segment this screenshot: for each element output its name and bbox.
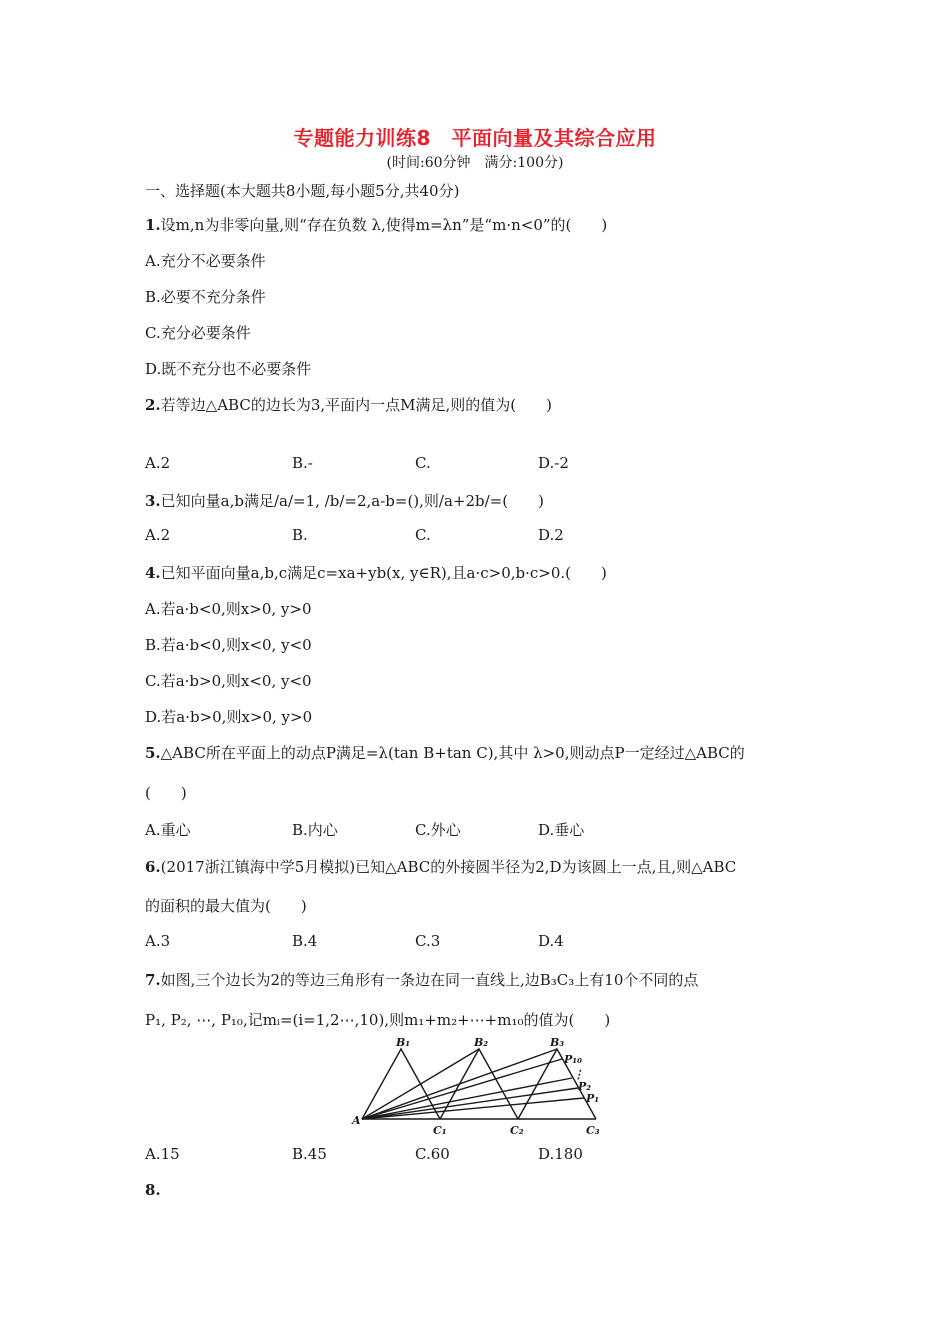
question-4-text: 已知平面向量a,b,c满足c=xa+yb(x, y∈R),且a·c>0,b·c>0.( ) bbox=[160, 564, 607, 582]
question-2-option-c: C. bbox=[415, 454, 431, 472]
question-4-option-b: B.若a·b<0,则x<0, y<0 bbox=[145, 636, 312, 654]
question-3-text: 已知向量a,b满足/a/=1, /b/=2,a-b=(),则/a+2b/=( ) bbox=[160, 492, 544, 510]
label-b1: B₁ bbox=[396, 1036, 411, 1049]
question-7-option-b: B.45 bbox=[292, 1145, 327, 1163]
question-3-option-a: A.2 bbox=[145, 526, 171, 544]
question-1-option-a: A.充分不必要条件 bbox=[145, 252, 266, 270]
question-1-stem bbox=[145, 214, 607, 235]
label-c1: C₁ bbox=[433, 1124, 447, 1137]
question-4-option-c: C.若a·b>0,则x<0, y<0 bbox=[145, 672, 312, 690]
question-7-option-d: D.180 bbox=[538, 1145, 583, 1163]
page-title: 专题能力训练8 平面向量及其综合应用 bbox=[293, 126, 657, 150]
label-p2: P₂ bbox=[578, 1080, 592, 1093]
question-3-number: 3. bbox=[145, 492, 161, 510]
question-7-option-c: C.60 bbox=[415, 1145, 450, 1163]
question-5-stem bbox=[145, 742, 745, 763]
line-a-p2 bbox=[362, 1088, 578, 1119]
question-4-option-a: A.若a·b<0,则x>0, y>0 bbox=[145, 600, 312, 618]
question-5-option-d: D.垂心 bbox=[538, 821, 585, 839]
triangle-1 bbox=[362, 1049, 440, 1119]
question-6-option-c: C.3 bbox=[415, 932, 441, 950]
question-7-option-a: A.15 bbox=[145, 1145, 180, 1163]
question-2-option-a: A.2 bbox=[145, 454, 171, 472]
line-a-b3 bbox=[362, 1049, 557, 1119]
question-2-text: 若等边△ABC的边长为3,平面内一点M满足,则的值为( ) bbox=[160, 396, 552, 414]
question-4-number: 4. bbox=[145, 564, 161, 582]
triangles-figure bbox=[350, 1036, 610, 1144]
question-2-option-d: D.-2 bbox=[538, 454, 569, 472]
question-6-text-line-2: 的面积的最大值为( ) bbox=[145, 897, 307, 915]
label-c3: C₃ bbox=[586, 1124, 600, 1137]
question-5-option-b: B.内心 bbox=[292, 821, 338, 839]
question-6-option-d: D.4 bbox=[538, 932, 564, 950]
label-b3: B₃ bbox=[550, 1036, 565, 1049]
question-3-option-d: D.2 bbox=[538, 526, 564, 544]
question-3-stem bbox=[145, 490, 544, 511]
page-subtitle: (时间:60分钟 满分:100分) bbox=[386, 155, 564, 171]
question-3-option-b: B. bbox=[292, 526, 308, 544]
question-1-option-d: D.既不充分也不必要条件 bbox=[145, 360, 312, 378]
question-2-stem bbox=[145, 394, 552, 415]
question-6-stem bbox=[145, 856, 736, 877]
question-6-number: 6. bbox=[145, 858, 161, 876]
question-7-text-line-1: 如图,三个边长为2的等边三角形有一条边在同一直线上,边B₃C₃上有10个不同的点 bbox=[160, 971, 699, 989]
label-p1: P₁ bbox=[586, 1092, 600, 1105]
question-7-number: 7. bbox=[145, 971, 161, 989]
question-5-text-line-1: △ABC所在平面上的动点P满足=λ(tan B+tan C),其中 λ>0,则动点P一定经过△ABC的 bbox=[160, 744, 745, 762]
question-2-option-b: B.- bbox=[292, 454, 313, 472]
question-7-stem bbox=[145, 969, 698, 990]
question-1-text: 设m,n为非零向量,则“存在负数 λ,使得m=λn”是“m·n<0”的( ) bbox=[160, 216, 608, 234]
label-b2: B₂ bbox=[474, 1036, 489, 1049]
question-5-text-line-2: ( ) bbox=[145, 784, 187, 802]
question-5-option-c: C.外心 bbox=[415, 821, 461, 839]
section-heading: 一、选择题(本大题共8小题,每小题5分,共40分) bbox=[145, 182, 460, 200]
question-6-option-b: B.4 bbox=[292, 932, 318, 950]
label-a: A bbox=[352, 1114, 361, 1127]
label-dots: ⋮ bbox=[573, 1068, 584, 1081]
question-6-option-a: A.3 bbox=[145, 932, 171, 950]
question-1-number: 1. bbox=[145, 216, 161, 234]
question-1-option-c: C.充分必要条件 bbox=[145, 324, 251, 342]
question-4-option-d: D.若a·b>0,则x>0, y>0 bbox=[145, 708, 313, 726]
question-5-option-a: A.重心 bbox=[145, 821, 191, 839]
question-2-number: 2. bbox=[145, 396, 161, 414]
label-c2: C₂ bbox=[510, 1124, 524, 1137]
question-5-number: 5. bbox=[145, 744, 161, 762]
label-p10: P₁₀ bbox=[564, 1053, 582, 1066]
question-4-stem bbox=[145, 562, 607, 583]
line-a-p3 bbox=[362, 1078, 572, 1119]
question-6-text-line-1: (2017浙江镇海中学5月模拟)已知△ABC的外接圆半径为2,D为该圆上一点,且,则△ABC bbox=[160, 858, 737, 876]
question-3-option-c: C. bbox=[415, 526, 431, 544]
question-8-number: 8. bbox=[145, 1181, 161, 1199]
question-7-text-line-2: P₁, P₂, ⋯, P₁₀,记mᵢ=(i=1,2⋯,10),则m₁+m₂+⋯+m₁₀的值为( ) bbox=[145, 1011, 611, 1029]
question-1-option-b: B.必要不充分条件 bbox=[145, 288, 266, 306]
